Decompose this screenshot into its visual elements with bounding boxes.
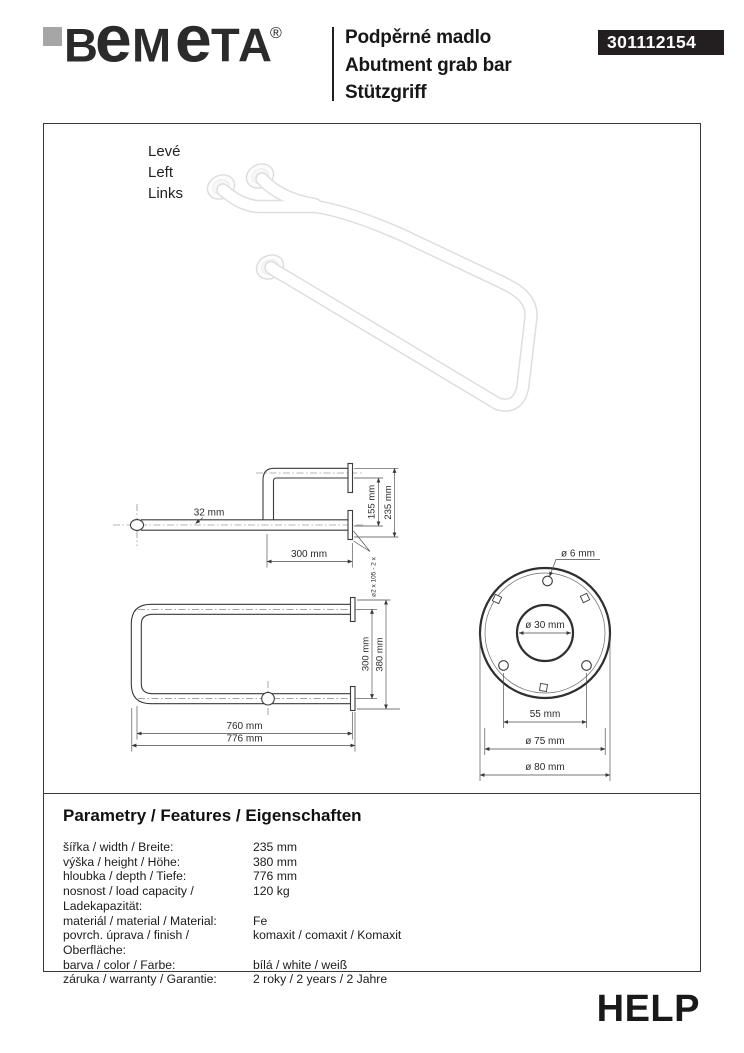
brand-letter: e bbox=[175, 8, 212, 76]
help-logo: HELP bbox=[596, 988, 700, 1030]
product-title-en: Abutment grab bar bbox=[345, 54, 512, 76]
param-label: záruka / warranty / Garantie: bbox=[63, 972, 217, 987]
param-value: komaxit / comaxit / Komaxit bbox=[253, 928, 402, 943]
param-label: šířka / width / Breite: bbox=[63, 840, 174, 854]
dim-label-hole-spacing: 55 mm bbox=[529, 709, 561, 720]
parameters-divider bbox=[44, 793, 700, 794]
dim-label-tube-hole: ø 30 mm bbox=[525, 620, 565, 631]
dim-label-depth-inner: 760 mm bbox=[226, 721, 263, 732]
brand-letter: B bbox=[64, 18, 98, 72]
brand-letter: M bbox=[132, 18, 172, 72]
param-label: výška / height / Höhe: bbox=[63, 854, 181, 869]
dim-label-inner-height: 155 mm bbox=[366, 484, 378, 520]
product-code-badge: 301112154 bbox=[598, 30, 724, 55]
param-row bbox=[63, 840, 623, 855]
dim-label-width: 380 mm bbox=[374, 637, 386, 672]
param-label: hloubka / depth / Tiefe: bbox=[63, 869, 187, 884]
dim-label-bolt-circle: ø 75 mm bbox=[525, 736, 565, 747]
plan-view-drawing bbox=[95, 585, 420, 760]
dim-label-depth: 776 mm bbox=[226, 733, 263, 745]
dim-label-upper-depth: 300 mm bbox=[290, 549, 328, 560]
param-row bbox=[63, 972, 623, 987]
parameters-table bbox=[63, 840, 623, 987]
dim-label-tube-diameter: 32 mm bbox=[193, 507, 225, 519]
brand-letter: A bbox=[238, 18, 272, 72]
dim-label-flange-diameter: ø 80 mm bbox=[525, 762, 565, 773]
param-value: 380 mm bbox=[253, 854, 298, 869]
flange-view-drawing bbox=[455, 528, 705, 790]
product-titles bbox=[345, 24, 512, 107]
param-value: Fe bbox=[253, 913, 268, 928]
param-label: povrch. úprava / finish / Oberfläche: bbox=[63, 928, 189, 957]
brand-logo bbox=[58, 8, 298, 78]
param-value: 235 mm bbox=[253, 840, 298, 854]
registered-mark-icon: ® bbox=[270, 25, 282, 42]
header-divider bbox=[332, 27, 334, 101]
product-photo bbox=[170, 140, 590, 450]
param-label: materiál / material / Material: bbox=[63, 913, 217, 928]
orientation-de: Links bbox=[148, 185, 184, 202]
dim-label-inner-width: 300 mm bbox=[360, 636, 372, 672]
parameters-title: Parametry / Features / Eigenschaften bbox=[63, 806, 362, 825]
param-row bbox=[63, 928, 623, 957]
dim-label-hole-diameter: ø 6 mm bbox=[561, 548, 595, 560]
param-row bbox=[63, 914, 623, 929]
product-title-cs: Podpěrné madlo bbox=[345, 27, 492, 48]
brand-letter: T bbox=[211, 18, 240, 72]
param-label: nosnost / load capacity / Ladekapazität: bbox=[63, 884, 194, 913]
param-row bbox=[63, 869, 623, 884]
param-value: bílá / white / weiß bbox=[253, 957, 348, 972]
product-title-de: Stützgriff bbox=[345, 82, 427, 103]
param-value: 2 roky / 2 years / 2 Jahre bbox=[253, 972, 388, 987]
param-label: barva / color / Farbe: bbox=[63, 957, 176, 972]
param-value: 776 mm bbox=[253, 869, 298, 884]
brand-letter: e bbox=[95, 8, 132, 76]
dim-label-height: 235 mm bbox=[383, 485, 394, 520]
param-value: 120 kg bbox=[253, 884, 290, 899]
dim-label-note: ⌀2 x 105 - 2 x bbox=[370, 557, 378, 597]
grab-bar-tubes bbox=[223, 179, 531, 405]
orientation-cs: Levé bbox=[148, 143, 181, 160]
param-row bbox=[63, 884, 623, 913]
param-row bbox=[63, 958, 623, 973]
orientation-en: Left bbox=[148, 164, 174, 181]
param-row bbox=[63, 855, 623, 870]
